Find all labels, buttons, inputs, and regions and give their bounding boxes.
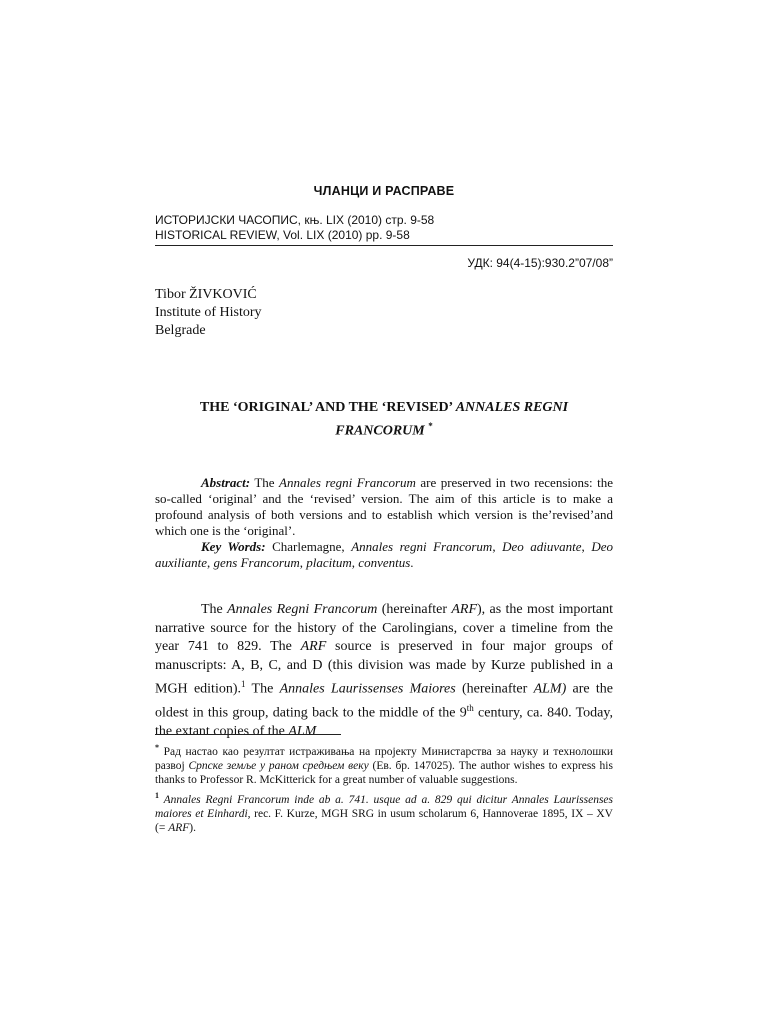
abstract xyxy=(155,475,613,571)
journal-citation-serbian: ИСТОРИЈСКИ ЧАСОПИС, књ. LIX (2010) стр. 9-58 xyxy=(155,213,435,227)
body-paragraph: The Annales Regni Francorum (hereinafter ARF), as the most important narrative source for the history of the Carolingians, cover a timeline from the year 741 to 829. The ARF source is preserved in four major groups of manuscripts: A, B, C, and D (this division was made by Kurze published in a MGH edition).$^1$ The Annales Laurissenses Maiores (hereinafter ALM) are the oldest in this group, dating back to the middle of the 9th century, ca. 840. Today, the extant copies of the ALM xyxy=(155,602,614,740)
section-heading: ЧЛАНЦИ И РАСПРАВЕ xyxy=(313,184,455,198)
footnote-1-mark: 1 xyxy=(155,790,159,800)
footnote-star: * Рад настао као резултат истраживања на пројекту Министарства за науку и технолошки развој Српске земље у раном средњем веку (Ев. бр. 147025). The author wishes to express his thanks to Professor R. McKitterick for a great number of valuable suggestions. xyxy=(155,743,613,786)
udk-code: УДК: 94(4-15):930.2”07/08” xyxy=(467,256,613,270)
footnote-star-mark: * xyxy=(155,743,159,752)
author-city: Belgrade xyxy=(155,323,206,338)
footnote-ref-1[interactable]: 1 xyxy=(241,679,246,689)
author-name: Tibor ŽIVKOVIĆ xyxy=(155,287,257,302)
author-block xyxy=(155,286,613,340)
footnotes xyxy=(155,741,613,837)
title-footnote-mark[interactable]: * xyxy=(428,421,433,431)
keywords-label: Key Words: xyxy=(201,539,266,554)
keywords-paragraph: Key Words: Charlemagne, Annales regni Francorum, Deo adiuvante, Deo auxiliante, gens Francorum, placitum, conventus. xyxy=(155,539,613,570)
header-rule xyxy=(155,245,613,246)
author-institute: Institute of History xyxy=(155,305,262,320)
abstract-label: Abstract: xyxy=(201,475,251,490)
body-text xyxy=(155,601,613,742)
article-title xyxy=(155,398,613,441)
journal-citation xyxy=(155,213,613,243)
title-text: THE ‘ORIGINAL’ AND THE ‘REVISED’ xyxy=(199,400,456,415)
abstract-paragraph: Abstract: The Annales regni Francorum are preserved in two recensions: the so-called ‘original’ and the ‘revised’ version. The aim of this article is to make a profound analysis of both versions and to establish which version is the’revised’and which one is the ‘original’. xyxy=(155,475,613,538)
title-italic: ANNALES REGNI FRANCORUM xyxy=(335,400,569,439)
footnote-1: $^1$ Annales Regni Francorum inde ab a. 741. usque ad a. 829 qui dicitur Annales Laurissenses maiores et Einhardi, rec. F. Kurze, MGH SRG in usum scholarum 6, Hannoverae 1895, IX – XV (= ARF). xyxy=(155,790,613,834)
journal-citation-english: HISTORICAL REVIEW, Vol. LIX (2010) pp. 9-58 xyxy=(155,228,410,242)
footnote-rule xyxy=(155,734,341,735)
